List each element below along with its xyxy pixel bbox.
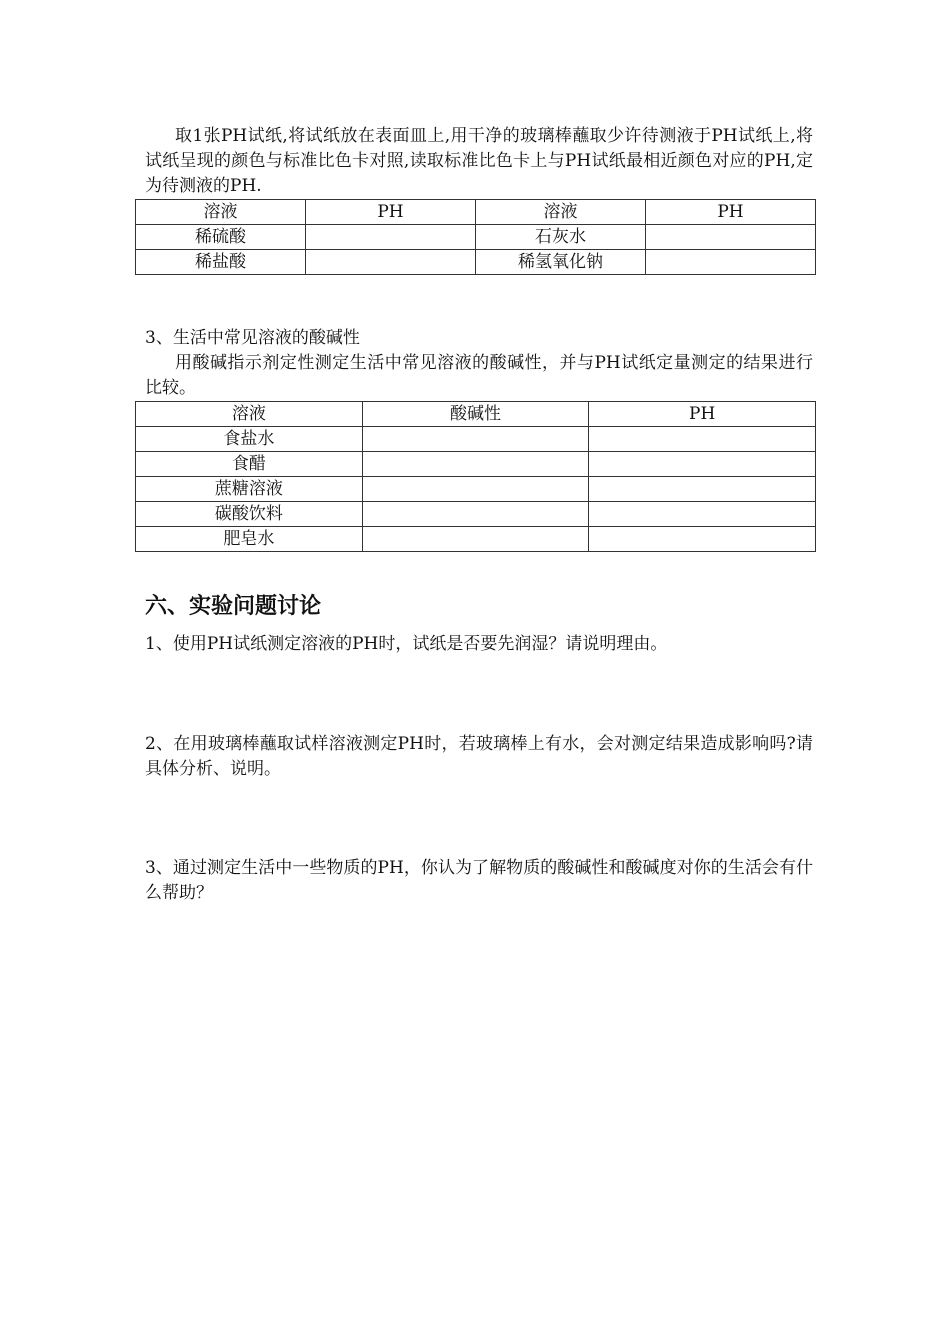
table-row <box>136 452 816 477</box>
header-cell: PH <box>306 200 476 225</box>
table-header-row <box>136 402 816 427</box>
table-cell <box>362 452 589 477</box>
table-cell <box>646 250 816 275</box>
table-cell <box>646 225 816 250</box>
table-cell: 肥皂水 <box>136 527 363 552</box>
table-cell <box>589 477 816 502</box>
table-cell: 稀氢氧化钠 <box>476 250 646 275</box>
header-cell: PH <box>589 402 816 427</box>
header-cell: 溶液 <box>136 402 363 427</box>
acidity-table <box>135 401 816 552</box>
table-cell <box>589 452 816 477</box>
table-cell <box>306 250 476 275</box>
table-cell: 石灰水 <box>476 225 646 250</box>
table-cell <box>362 427 589 452</box>
question-1: 1、使用PH试纸测定溶液的PH时，试纸是否要先润湿？请说明理由。 <box>145 634 668 654</box>
header-cell: 溶液 <box>136 200 306 225</box>
table-cell: 稀硫酸 <box>136 225 306 250</box>
table-row <box>136 250 816 275</box>
intro-paragraph: 取1张PH试纸,将试纸放在表面皿上,用干净的玻璃棒蘸取少许待测液于PH试纸上,将试纸呈现的颜色与标准比色卡对照,读取标准比色卡上与PH试纸最相近颜色对应的PH,定为待测液的PH. <box>145 126 813 196</box>
discussion-heading: 六、实验问题讨论 <box>145 594 322 619</box>
table-cell: 食醋 <box>136 452 363 477</box>
table-cell <box>589 527 816 552</box>
question-2: 2、在用玻璃棒蘸取试样溶液测定PH时，若玻璃棒上有水，会对测定结果造成影响吗?请具体分析、说明。 <box>145 734 813 779</box>
ph-table <box>135 199 816 275</box>
table-cell <box>589 427 816 452</box>
table-cell <box>362 502 589 527</box>
table-row <box>136 502 816 527</box>
table-cell <box>306 225 476 250</box>
table-row <box>136 527 816 552</box>
section3-text: 用酸碱指示剂定性测定生活中常见溶液的酸碱性，并与PH试纸定量测定的结果进行比较。 <box>145 353 813 398</box>
header-cell: 酸碱性 <box>362 402 589 427</box>
table-cell <box>362 477 589 502</box>
table-row <box>136 225 816 250</box>
table-row <box>136 427 816 452</box>
header-cell: PH <box>646 200 816 225</box>
table-cell: 碳酸饮料 <box>136 502 363 527</box>
table-header-row <box>136 200 816 225</box>
table-cell: 食盐水 <box>136 427 363 452</box>
table-cell <box>362 527 589 552</box>
table-cell: 稀盐酸 <box>136 250 306 275</box>
header-cell: 溶液 <box>476 200 646 225</box>
table-cell: 蔗糖溶液 <box>136 477 363 502</box>
table-cell <box>589 502 816 527</box>
section3-title: 3、生活中常见溶液的酸碱性 <box>145 328 360 348</box>
question-3: 3、通过测定生活中一些物质的PH，你认为了解物质的酸碱性和酸碱度对你的生活会有什么帮助？ <box>145 858 813 903</box>
table-row <box>136 477 816 502</box>
